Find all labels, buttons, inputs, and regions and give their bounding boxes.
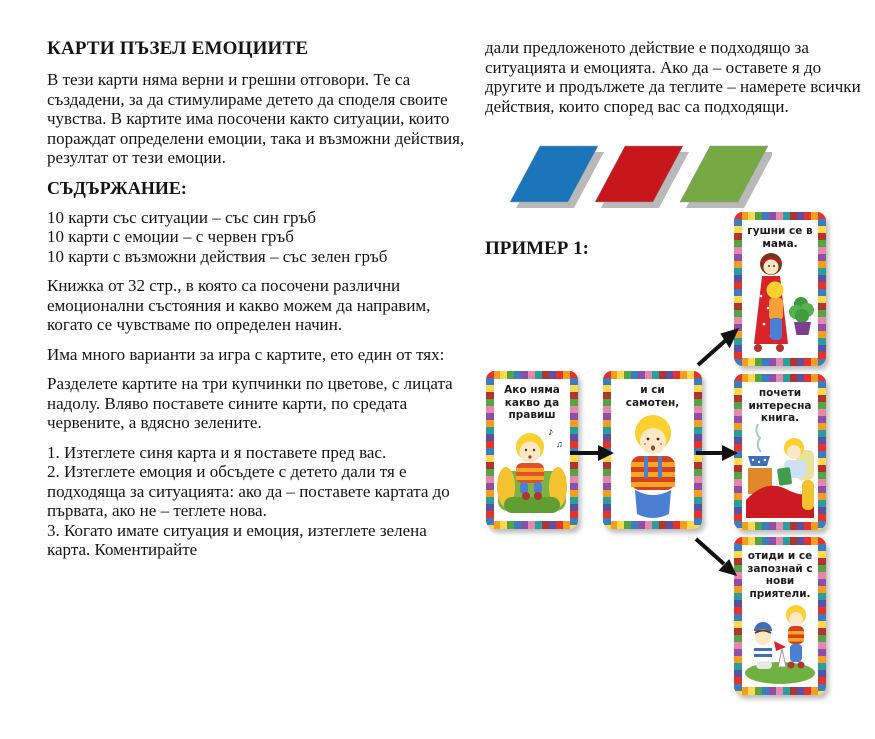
music-notes-icon: ♫ bbox=[556, 439, 563, 449]
arrow-right-icon bbox=[694, 444, 738, 462]
contents-heading: СЪДЪРЖАНИЕ: bbox=[47, 177, 187, 198]
list-item: 10 карти със ситуации – със син гръб bbox=[47, 207, 316, 227]
arrow-down-right-icon bbox=[693, 536, 739, 580]
card-border bbox=[734, 358, 826, 366]
arrow-up-right-icon bbox=[695, 324, 741, 368]
step-item: 1. Изтеглете синя карта и я поставете пред вас. bbox=[47, 442, 387, 462]
red-card-back bbox=[595, 146, 689, 208]
left-column bbox=[47, 38, 465, 560]
step-item: 3. Когато имате ситуация и емоция, изтеглете зелена карта. Коментирайте bbox=[47, 520, 427, 559]
card-text: Ако няма какво да правиш bbox=[504, 384, 560, 422]
music-notes-icon: ♪ bbox=[548, 426, 554, 438]
card-border bbox=[486, 371, 494, 529]
card-backs-graphic bbox=[510, 142, 772, 218]
toy-plane-icon bbox=[774, 641, 786, 651]
contents-list bbox=[47, 208, 465, 267]
card-border bbox=[734, 537, 826, 545]
mother-hugging-child-illustration bbox=[744, 252, 816, 356]
card-emotion bbox=[603, 371, 702, 529]
right-column bbox=[485, 38, 875, 126]
card-border bbox=[734, 374, 826, 382]
list-item: 10 карти с възможни действия – със зелен гръб bbox=[47, 246, 388, 266]
card-border bbox=[486, 521, 578, 529]
card-text: гушни се в мама. bbox=[747, 225, 813, 250]
kids-playing-illustration bbox=[744, 589, 816, 685]
card-text: и си самотен, bbox=[625, 384, 680, 409]
bored-boy-on-armchair-illustration bbox=[496, 419, 568, 519]
card-text: почети интересна книга. bbox=[748, 387, 812, 425]
boy-reading-in-bed-illustration bbox=[744, 422, 816, 520]
continuation-paragraph: дали предложеното действие е подходящо за ситуацията и емоцията. Ако да – оставете я до другите и продължете да теглите – намерете всички действия, които според вас са подходящи. bbox=[485, 38, 861, 116]
card-border bbox=[818, 374, 826, 530]
list-item: 10 карти с емоции – с червен гръб bbox=[47, 227, 294, 246]
card-border bbox=[486, 371, 578, 379]
steps-list bbox=[47, 443, 465, 560]
toy-rocket-icon bbox=[778, 649, 786, 667]
setup-paragraph: Разделете картите на три купчинки по цветове, с лицата надолу. Вляво поставете сините карти, по средата червените, а вдясно зелените. bbox=[47, 374, 453, 432]
steam-icon bbox=[756, 424, 761, 452]
step-item: 2. Изтеглете емоция и обсъдете с детето дали тя е подходяща за ситуацията: ако да – поставете картата до първата, ако не – теглете нова. bbox=[47, 462, 450, 520]
arrow-right-icon bbox=[568, 444, 614, 462]
intro-paragraph: В тези карти няма верни и грешни отговори. Те са създадени, за да стимулираме детето да споделя своите чувства. В картите има посочени както ситуации, които пораждат определени емоции, така и възможни действия, резултат от тези емоции. bbox=[47, 70, 465, 167]
variants-paragraph: Има много варианти за игра с картите, ето един от тях: bbox=[47, 344, 445, 364]
card-border bbox=[818, 537, 826, 695]
blue-card-back bbox=[510, 146, 604, 208]
example-heading: ПРИМЕР 1: bbox=[485, 238, 589, 259]
card-action-read-book bbox=[734, 374, 826, 530]
card-action-hug-mom bbox=[734, 212, 826, 366]
card-border bbox=[734, 212, 826, 220]
card-border bbox=[818, 212, 826, 366]
card-border bbox=[734, 522, 826, 530]
booklet-paragraph: Книжка от 32 стр., в която са посочени различни емоционални състояния и какво можем да направим, когато се чувстваме по определен начин. bbox=[47, 276, 431, 334]
card-border bbox=[603, 521, 702, 529]
page-title: КАРТИ ПЪЗЕЛ ЕМОЦИИТЕ bbox=[47, 38, 309, 59]
card-border bbox=[603, 371, 702, 379]
card-situation bbox=[486, 371, 578, 529]
card-action-make-friends bbox=[734, 537, 826, 695]
lonely-sad-boy-illustration bbox=[613, 411, 692, 519]
card-text: отиди и се запознай с нови приятели. bbox=[747, 550, 813, 600]
green-card-back bbox=[680, 146, 772, 208]
card-border bbox=[734, 687, 826, 695]
